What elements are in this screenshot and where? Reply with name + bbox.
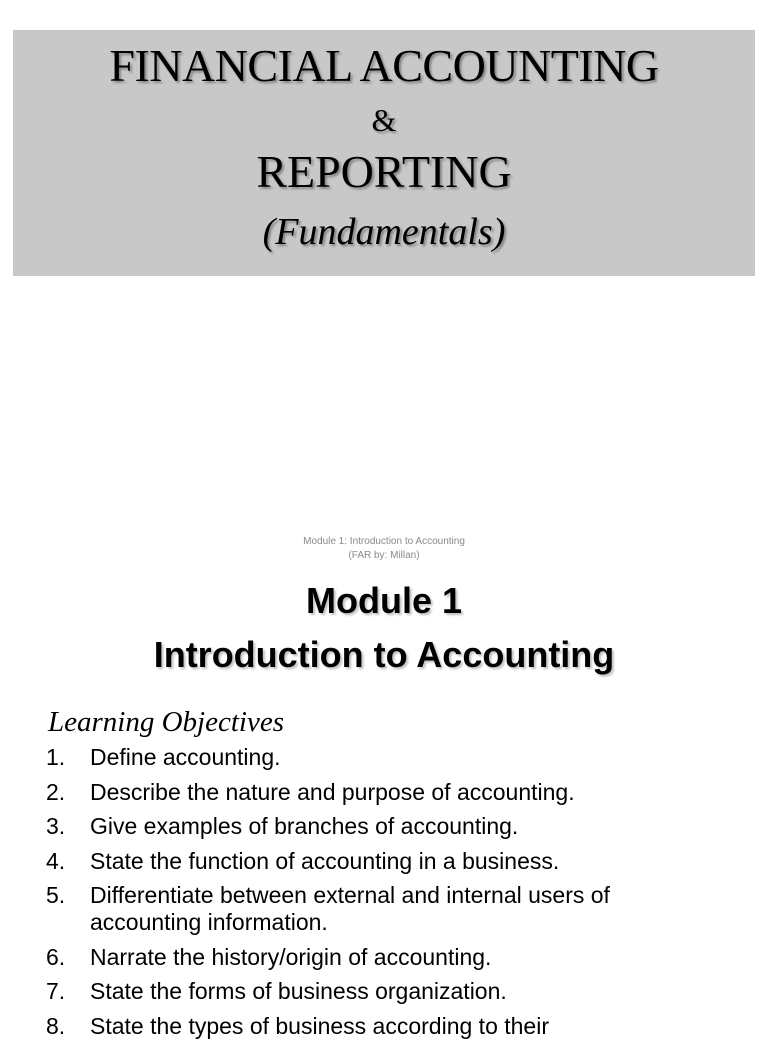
objective-text: Narrate the history/origin of accounting. xyxy=(90,943,492,970)
objective-text: State the types of business according to their xyxy=(90,1012,549,1039)
module-title: Introduction to Accounting xyxy=(153,634,615,675)
objective-number: 6. xyxy=(46,943,66,970)
header-note-line1: Module 1: Introduction to Accounting xyxy=(303,536,465,547)
banner-title-line2: REPORTING xyxy=(256,146,512,197)
objective-item xyxy=(42,1013,722,1040)
objective-text: Differentiate between external and internal users of accounting information. xyxy=(90,882,610,935)
objective-text: Describe the nature and purpose of accounting. xyxy=(90,778,575,805)
objectives-heading: Learning Objectives xyxy=(48,706,284,738)
objective-text: Give examples of branches of accounting. xyxy=(90,813,519,839)
module-header-note xyxy=(0,535,768,563)
title-banner xyxy=(13,30,755,276)
objective-number: 8. xyxy=(46,1012,66,1039)
objective-number: 7. xyxy=(46,978,66,1004)
module-number: Module 1 xyxy=(305,580,462,621)
objective-item xyxy=(42,813,722,840)
objective-text: State the forms of business organization. xyxy=(90,978,507,1004)
objective-text: Define accounting. xyxy=(90,744,281,770)
objectives-list xyxy=(42,744,722,1047)
objective-number: 3. xyxy=(46,813,66,839)
objective-item xyxy=(42,978,722,1005)
banner-ampersand: & xyxy=(371,102,397,138)
banner-subtitle: (Fundamentals) xyxy=(262,211,506,253)
objective-item xyxy=(42,848,722,875)
objective-number: 2. xyxy=(46,778,66,805)
objective-text: State the function of accounting in a business. xyxy=(90,847,560,874)
objective-item xyxy=(42,779,722,806)
objective-number: 5. xyxy=(46,882,66,908)
objective-number: 1. xyxy=(46,744,66,770)
objective-item xyxy=(42,944,722,971)
banner-title-line1: FINANCIAL ACCOUNTING xyxy=(109,40,659,91)
header-note-line2: (FAR by: Millan) xyxy=(348,550,420,561)
module-heading xyxy=(0,574,768,682)
objective-item xyxy=(42,744,722,771)
objective-number: 4. xyxy=(46,847,66,874)
objective-item xyxy=(42,882,722,936)
